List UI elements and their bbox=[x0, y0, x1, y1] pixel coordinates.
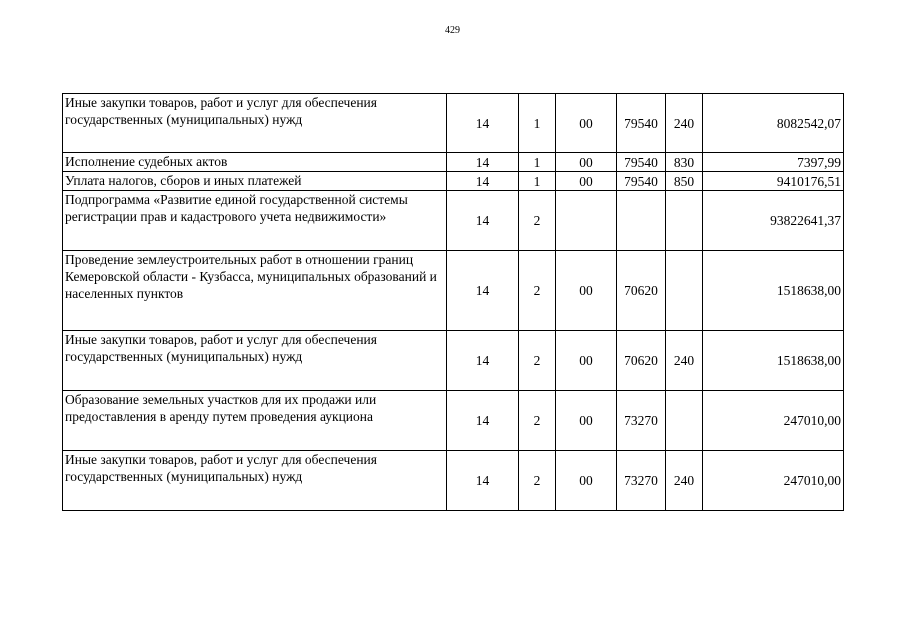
page-number: 429 bbox=[445, 25, 460, 36]
row-program bbox=[556, 191, 617, 251]
row-description: Иные закупки товаров, работ и услуг для обеспечения государственных (муниципальных) нужд bbox=[63, 331, 447, 391]
row-description: Иные закупки товаров, работ и услуг для обеспечения государственных (муниципальных) нужд bbox=[63, 94, 447, 153]
row-amount: 7397,99 bbox=[703, 153, 844, 172]
row-amount: 1518638,00 bbox=[703, 331, 844, 391]
row-amount: 9410176,51 bbox=[703, 172, 844, 191]
row-amount: 1518638,00 bbox=[703, 251, 844, 331]
row-description: Проведение землеустроительных работ в отношении границ Кемеровской области - Кузбасса, муниципальных образований и населенных пунктов bbox=[63, 251, 447, 331]
row-section: 14 bbox=[447, 331, 519, 391]
row-amount: 93822641,37 bbox=[703, 191, 844, 251]
row-subsection: 2 bbox=[519, 331, 556, 391]
row-program: 00 bbox=[556, 172, 617, 191]
row-expense-type bbox=[666, 251, 703, 331]
row-target: 79540 bbox=[617, 94, 666, 153]
row-target bbox=[617, 191, 666, 251]
table-row bbox=[63, 251, 844, 331]
row-description: Уплата налогов, сборов и иных платежей bbox=[63, 172, 447, 191]
row-expense-type: 240 bbox=[666, 94, 703, 153]
budget-table bbox=[62, 93, 844, 511]
row-expense-type: 830 bbox=[666, 153, 703, 172]
row-program: 00 bbox=[556, 251, 617, 331]
row-program: 00 bbox=[556, 391, 617, 451]
row-expense-type: 850 bbox=[666, 172, 703, 191]
row-section: 14 bbox=[447, 451, 519, 511]
row-expense-type: 240 bbox=[666, 451, 703, 511]
row-subsection: 1 bbox=[519, 94, 556, 153]
row-program: 00 bbox=[556, 94, 617, 153]
row-target: 70620 bbox=[617, 251, 666, 331]
row-expense-type bbox=[666, 191, 703, 251]
row-amount: 247010,00 bbox=[703, 451, 844, 511]
row-subsection: 1 bbox=[519, 172, 556, 191]
row-expense-type bbox=[666, 391, 703, 451]
row-expense-type: 240 bbox=[666, 331, 703, 391]
row-program: 00 bbox=[556, 153, 617, 172]
row-subsection: 2 bbox=[519, 191, 556, 251]
row-section: 14 bbox=[447, 391, 519, 451]
row-description: Образование земельных участков для их продажи или предоставления в аренду путем проведения аукциона bbox=[63, 391, 447, 451]
table-row bbox=[63, 153, 844, 172]
row-target: 70620 bbox=[617, 331, 666, 391]
row-section: 14 bbox=[447, 172, 519, 191]
row-section: 14 bbox=[447, 191, 519, 251]
row-target: 73270 bbox=[617, 451, 666, 511]
row-description: Иные закупки товаров, работ и услуг для обеспечения государственных (муниципальных) нужд bbox=[63, 451, 447, 511]
row-section: 14 bbox=[447, 251, 519, 331]
table-row bbox=[63, 94, 844, 153]
row-target: 73270 bbox=[617, 391, 666, 451]
table-row bbox=[63, 331, 844, 391]
row-section: 14 bbox=[447, 153, 519, 172]
row-target: 79540 bbox=[617, 153, 666, 172]
row-subsection: 1 bbox=[519, 153, 556, 172]
table-row bbox=[63, 172, 844, 191]
row-amount: 247010,00 bbox=[703, 391, 844, 451]
row-program: 00 bbox=[556, 451, 617, 511]
row-description: Подпрограмма «Развитие единой государственной системы регистрации прав и кадастрового учета недвижимости» bbox=[63, 191, 447, 251]
row-program: 00 bbox=[556, 331, 617, 391]
row-description: Исполнение судебных актов bbox=[63, 153, 447, 172]
table-row bbox=[63, 451, 844, 511]
table-row bbox=[63, 191, 844, 251]
row-subsection: 2 bbox=[519, 451, 556, 511]
row-amount: 8082542,07 bbox=[703, 94, 844, 153]
row-section: 14 bbox=[447, 94, 519, 153]
row-subsection: 2 bbox=[519, 391, 556, 451]
row-target: 79540 bbox=[617, 172, 666, 191]
table-row bbox=[63, 391, 844, 451]
row-subsection: 2 bbox=[519, 251, 556, 331]
